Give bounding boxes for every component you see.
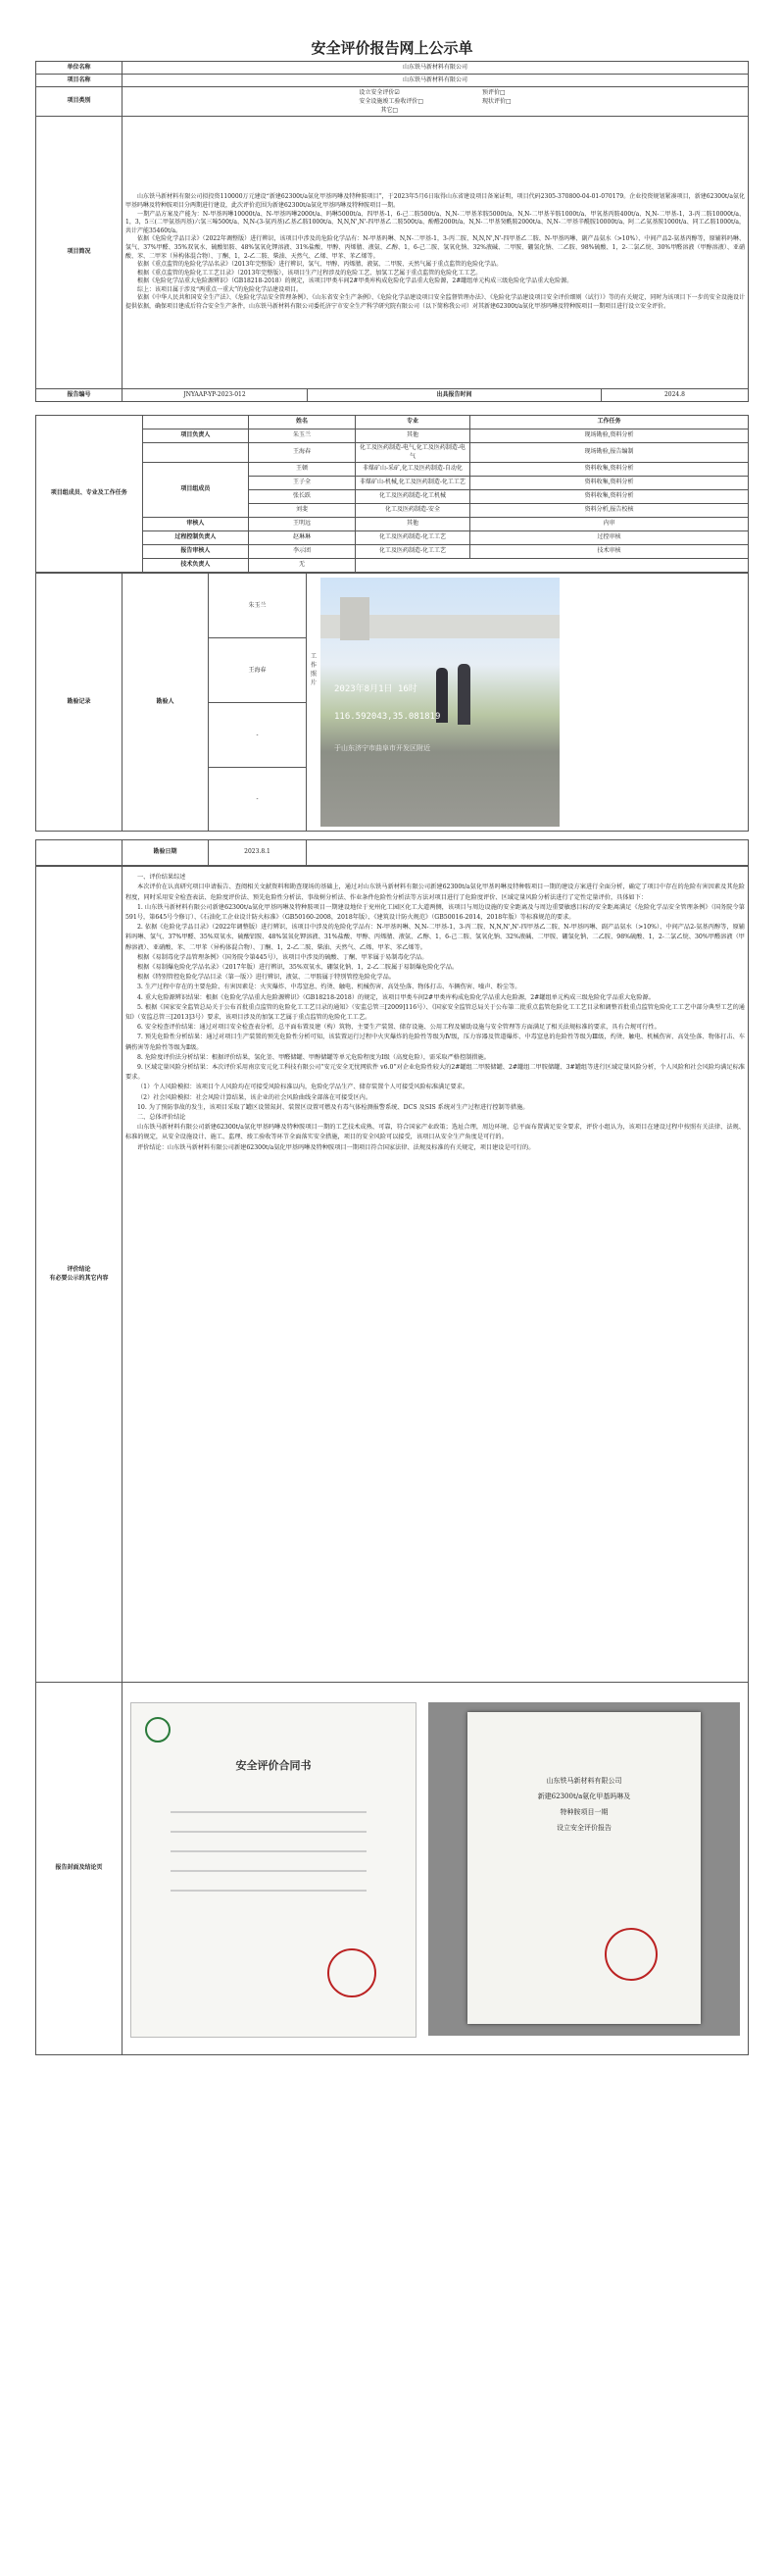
conclusion-paragraph: 根据《易制爆危险化学品名录》（2017年版）进行辨识，35%双氧水、硼氢化钠、1，2-乙二胺属于易制爆危险化学品。 bbox=[137, 964, 459, 972]
team-name: 王海春 bbox=[249, 443, 356, 463]
site-photo bbox=[320, 578, 560, 827]
person-figure bbox=[458, 664, 470, 725]
report-cover-thumbnail[interactable] bbox=[428, 1702, 740, 2036]
team-empty bbox=[355, 559, 748, 573]
team-name: 赵琳琳 bbox=[249, 531, 356, 545]
overview-paragraph: 一期产品方案及产能为：N-甲基吗啉10000t/a、N-甲基吗啉2000t/a、吗啉5000t/a、四甲基-1，6-己二胺500t/a、N,N-二甲基苯胺5000t/a、N,N-二甲基苄胺1000t/a、甲氧基丙胺400t/a、N,N-二甲基-1，3-丙二胺10000t/a、1，3，5三(二甲氨基丙基)六氢三嗪500t/a、N,N-(3-氨丙基)乙基乙胺1000t/a、N,N,N',N'-四甲基乙二胺500t/a、酚醛2000t/a、N,N-二甲基癸酰胺2000t/a、N,N-二甲基辛酰胺10000t/a、阿二乙氨基胺1000t/a、同工乙胺1000t/a，共计产能35460t/a。 bbox=[125, 210, 745, 234]
spacer bbox=[307, 840, 749, 866]
overview-paragraph: 依据《危险化学品目录》（2022年调整版）进行辨识，该项目中涉及的危险化学品有：N-甲基吗啉、N,N-二甲基-1，3-丙二胺、N,N,N',N'-四甲基乙二胺、N-甲基吗啉、副产品氨水（>10%）、中间产品2-氨基丙醇等，原辅料吗啉、氢气、37%甲醛、35%双氧水、硫酸铝胺、48%氢氧化钾溶液、31%盐酸、甲醇、丙烯腈、液氨、乙醇、1，6-己二胺、氢氧化钠、32%液碱、二甲胺、硼氢化钠、二乙胺、98%硫酸、1，2-二氯乙烷、30%甲醛溶液（甲醇溶液）、亚硝酸、苯、二甲苯（异构体混合物）、丁酮、1，2-乙二胺、柴油、天然气、乙烯、甲苯、苯乙烯等。 bbox=[125, 235, 745, 260]
team-major: 其他 bbox=[355, 429, 469, 443]
team-major: 化工及医药制造-化工机械 bbox=[355, 490, 469, 504]
conclusion-label-sub: 有必要公示的其它内容 bbox=[49, 1274, 109, 1282]
category-label: 项目类别 bbox=[36, 87, 122, 117]
unit-label: 单位名称 bbox=[36, 62, 122, 75]
survey-persons bbox=[209, 574, 307, 832]
team-task: 资料收集,资料分析 bbox=[470, 463, 749, 477]
cover-images bbox=[122, 1683, 749, 2055]
team-role: 技术负责人 bbox=[142, 559, 249, 573]
team-major: 非煤矿山-机械,化工及医药制造-化工工艺 bbox=[355, 477, 469, 490]
team-name: 张长跃 bbox=[249, 490, 356, 504]
logo-icon bbox=[145, 1717, 171, 1743]
issue-date-label: 出具报告时间 bbox=[307, 389, 601, 402]
conclusion-paragraph: （2）社会风险模拟：社会风险计算结果，该企业的社会风险曲线全部落在可接受区内。 bbox=[137, 1093, 372, 1101]
page-title: 安全评价报告网上公示单 bbox=[311, 39, 473, 57]
category-option[interactable]: 其它□ bbox=[380, 107, 398, 114]
team-label: 项目组成员、专业及工作任务 bbox=[36, 416, 143, 573]
report-no: JNYAAP-YP-2023-012 bbox=[122, 389, 308, 402]
conclusion-label-main: 评价结论 bbox=[67, 1266, 91, 1274]
category-option[interactable]: 预评价□ bbox=[482, 89, 506, 96]
photo-stamp-location: 于山东济宁市曲阜市开发区附近 bbox=[334, 744, 430, 753]
team-name: 王子全 bbox=[249, 477, 356, 490]
team-major: 其他 bbox=[355, 518, 469, 531]
seal-stamp-icon bbox=[605, 1928, 658, 1981]
team-major: 化工及医药制造-电气,化工及医药制造-电气 bbox=[355, 443, 469, 463]
survey-person: 王海春 bbox=[209, 638, 306, 703]
team-name: 无 bbox=[249, 559, 356, 573]
team-major: 非煤矿山-采矿,化工及医药制造-自动化 bbox=[355, 463, 469, 477]
team-major: 化工及医药制造-安全 bbox=[355, 504, 469, 518]
report-cover-line: 山东铁马新材料有限公司 bbox=[546, 1777, 622, 1786]
survey-photo-cell bbox=[307, 574, 749, 832]
contract-title: 安全评价合同书 bbox=[235, 1759, 312, 1773]
conclusion-paragraph: 根据《易制毒化学品管理条例》（国务院令第445号），该项目中涉及的硫酸、丁酮、甲苯属于易制毒化学品。 bbox=[137, 953, 428, 961]
team-header bbox=[142, 416, 249, 429]
report-cover-title bbox=[467, 1773, 701, 1836]
project-name: 山东铁马新材料有限公司 bbox=[122, 75, 749, 87]
team-name: 朱玉兰 bbox=[249, 429, 356, 443]
project-name-label: 项目名称 bbox=[36, 75, 122, 87]
unit-name: 山东铁马新材料有限公司 bbox=[122, 62, 749, 75]
conclusion-text bbox=[122, 867, 749, 1683]
category-option[interactable]: 安全设施竣工验收评价□ bbox=[359, 98, 423, 105]
conclusion-paragraph: 6. 安全检查评价结果：通过对项目安全检查表分析，总平面布置及建（构）筑物、主要生产装置、储存设施、公用工程及辅助设施与安全管理等方面满足了相关法规标准的要求，具有合规可行性。 bbox=[137, 1024, 661, 1032]
conclusion-paragraph: 1. 山东铁马新材料有限公司新建62300t/a氨化甲基吗啉及特种胺项目一期建设地位于兖州化工园区化工大道两侧，该项目与周边设施的安全距离及与周边重要敏感目标的安全距离满足《危险化学品安全管理条例》（国务院令第591号，第645号令修订）、《石油化工企业设计防火标准》（GB50160-2008，2018年版）、《建筑设计防火规范》（GB50016-2014，2018年版）等标准规范的要求。 bbox=[125, 903, 745, 921]
cover-label: 报告封面及结论页 bbox=[36, 1683, 122, 2055]
report-cover-line: 新建62300t/a氨化甲基吗啉及 bbox=[537, 1793, 631, 1801]
contract-thumbnail[interactable] bbox=[130, 1702, 416, 2038]
team-name: 王顿 bbox=[249, 463, 356, 477]
overview-label: 项目简况 bbox=[36, 117, 122, 389]
survey-person: 朱玉兰 bbox=[209, 574, 306, 638]
team-task: 资料分析,报告校核 bbox=[470, 504, 749, 518]
survey-label: 勘验记录 bbox=[36, 574, 122, 832]
overview-paragraph: 根据《危险化学品重大危险源辨识》（GB18218-2018）的规定，该项目甲类车间2#甲类库构成危险化学品重大危险源，2#罐组单元构成三级危险化学品重大危险源。 bbox=[137, 278, 573, 285]
team-role: 报告审核人 bbox=[142, 545, 249, 559]
team-header: 姓名 bbox=[249, 416, 356, 429]
team-header: 工作任务 bbox=[470, 416, 749, 429]
conclusion-label bbox=[36, 867, 122, 1683]
team-major: 化工及医药制造-化工工艺 bbox=[355, 545, 469, 559]
survey-person: - bbox=[209, 703, 306, 768]
team-role: 过程控制负责人 bbox=[142, 531, 249, 545]
conclusion-paragraph: 8. 危险度评价法分析结果：根据评价结果，氢化釜、甲醛储罐、甲醇储罐等单元危险程度为Ⅰ级（高度危险），需采取严格控制措施。 bbox=[137, 1053, 490, 1061]
photo-stamp-coords: 116.592043,35.081819 bbox=[334, 712, 441, 723]
team-header: 专业 bbox=[355, 416, 469, 429]
team-task: 内审 bbox=[470, 518, 749, 531]
conclusion-paragraph: 9. 区域定量风险分析结果：本次评价采用南京安元化工科技有限公司“安元安全无忧网软件 v6.0”对企业危险性较大的2#罐组二甲胺储罐、2#罐组二甲胺储罐、3#罐组等进行区域定量风险分析，个人风险和社会风险均满足标准要求。 bbox=[125, 1064, 745, 1082]
survey-date: 2023.8.1 bbox=[209, 840, 307, 866]
conclusion-table bbox=[35, 866, 749, 2055]
conclusion-paragraph: 评价结论：山东铁马新材料有限公司新建62300t/a氨化甲基吗啉及特种胺项目一期项目符合国家法律、法规及标准的有关规定，项目建设是可行的。 bbox=[137, 1143, 535, 1151]
survey-date-label: 勘验日期 bbox=[122, 840, 209, 866]
seal-stamp-icon bbox=[327, 1948, 376, 1997]
overview-paragraph: 依据《中华人民共和国安全生产法》、《危险化学品安全管理条例》、《山东省安全生产条例》、《危险化学品建设项目安全监督管理办法》、《危险化学品建设项目安全评价细则（试行）》等的有关规定，同时为该项目下一步的安全设施设计提供依据，确保项目建成后符合安全生产条件，山东铁马新材料有限公司委托济宁市安全生产科学研究院有限公司（以下简称我公司）对其新建62300t/a氨化甲基吗啉及特种胺项目一期项目进行设立安全评价。 bbox=[125, 294, 745, 311]
team-task: 现场勘验,资料分析 bbox=[470, 429, 749, 443]
survey-date-table bbox=[35, 839, 749, 866]
photo-stamp-time: 2023年8月1日 16时 bbox=[334, 684, 417, 695]
team-role bbox=[142, 443, 249, 463]
team-task: 资料收集,资料分析 bbox=[470, 490, 749, 504]
category-option[interactable]: 现状评价□ bbox=[482, 98, 512, 105]
overview-text bbox=[122, 117, 749, 389]
overview-paragraph: 依据《重点监管的危险化学品名录》（2013年完整版）进行辨识，氢气、甲醇、丙烯腈、液氨、二甲胺、天然气属于重点监管的危险化学品。 bbox=[137, 261, 503, 269]
report-cover-line: 特种胺项目一期 bbox=[560, 1808, 609, 1817]
survey-table bbox=[35, 573, 749, 832]
team-role: 项目负责人 bbox=[142, 429, 249, 443]
conclusion-paragraph: 3. 生产过程中存在的主要危险、有害因素是：火灾爆炸、中毒窒息、灼烫、触电、机械伤害、高处坠落、物体打击、车辆伤害、噪声、粉尘等。 bbox=[137, 984, 521, 991]
team-task: 技术审核 bbox=[470, 545, 749, 559]
conclusion-paragraph: 二、总体评价结论 bbox=[137, 1114, 186, 1122]
conclusion-paragraph: 5. 根据《国家安全监管总局关于公布首批重点监管的危险化工工艺目录的通知》（安监总管三[2009]116号）、《国家安全监管总局关于公布第二批重点监管危险化工工艺目录和调整首批重点监管危险化工工艺中部分典型工艺的通知》（安监总管三[2013]3号）要求，该项目涉及的加氢工艺属于重点监管的危险化工工艺。 bbox=[125, 1003, 745, 1022]
conclusion-paragraph: 2. 依据《危险化学品目录》（2022年调整版）进行辨识，该项目中涉及的危险化学品有：N-甲基吗啉、N,N-二甲基-1，3-丙二胺、N,N,N',N'-四甲基乙二胺、N-甲基吗啉、副产品氨水（>10%）、中间产品2-氨基丙醇等，原辅料吗啉、氢气、37%甲醛、35%双氧水、硫酸铝胺、48%氢氧化钾溶液、31%盐酸、甲醇、丙烯腈、液氨、乙醇、1，6-己二胺、氢氧化钠、32%液碱、二甲胺、硼氢化钠、二乙胺、98%硫酸、1，2-二氯乙烷、30%甲醛溶液（甲醇溶液）、亚硝酸、苯、二甲苯（异构体混合物）、丁酮、1，2-乙二胺、柴油、天然气、乙烯、甲苯、苯乙烯等。 bbox=[125, 924, 745, 951]
survey-person-label: 勘验人 bbox=[122, 574, 209, 832]
overview-paragraph: 综上：该项目属于涉及“两重点一重大”的危险化学品建设项目。 bbox=[137, 285, 303, 293]
info-table bbox=[35, 61, 749, 402]
conclusion-paragraph: 本次评价在认真研究项目申请报告、查阅相关文献资料和勘查现场的基础上，通过对山东铁马新材料有限公司新建62300t/a氨化甲基吗啉及特种胺项目一期的建设方案进行全面分析，确定了项目中存在的危险有害因素及其危险程度，同时采用安全检查表法、危险度评价法、预先危险性分析法、事故树分析法、作业条件危险性分析法等方法对项目进行了危险度评价、区域定量风险分析法进行了定性定量评价，具体如下： bbox=[125, 884, 745, 901]
overview-paragraph: 山东铁马新材料有限公司拟投资110000万元建设“新建62300t/a氨化甲基吗啉及特种胺项目”，于2023年5月6日取得山东省建设项目备案证明，项目代码2305-370800-04-01-070179。企业投资规划紧凑项目，新建62300t/a氨化甲基吗啉及特种胺项目分两期进行建设，此次评价范围为新建62300t/a氨化甲基吗啉及特种胺项目一期。 bbox=[125, 193, 745, 209]
report-cover-line: 设立安全评价报告 bbox=[557, 1824, 612, 1833]
overview-paragraph: 根据《重点监管的危险化工工艺目录》（2013年完整版），该项目生产过程涉及的危险工艺、加氢工艺属于重点监管的危险化工工艺。 bbox=[137, 269, 482, 277]
category-options bbox=[122, 87, 749, 117]
conclusion-paragraph: （1）个人风险模拟：该项目个人风险均在可接受风险标准以内，危险化学品生产、储存装置个人可接受风险标准满足要求。 bbox=[137, 1084, 469, 1091]
team-table bbox=[35, 415, 749, 573]
team-task: 现场勘验,报告编制 bbox=[470, 443, 749, 463]
team-task: 资料收集,资料分析 bbox=[470, 477, 749, 490]
survey-person: - bbox=[256, 795, 259, 803]
team-role: 审核人 bbox=[142, 518, 249, 531]
team-name: 李示团 bbox=[249, 545, 356, 559]
issue-date: 2024.8 bbox=[601, 389, 748, 402]
team-major: 化工及医药制造-化工工艺 bbox=[355, 531, 469, 545]
report-no-label: 报告编号 bbox=[36, 389, 122, 402]
conclusion-paragraph: 7. 预先危险性分析结果：通过对项目生产装置的预先危险性分析可知，该装置运行过程中火灾爆炸的危险性等级为Ⅳ级，压力容器及管道爆炸、中毒窒息的危险性等级为Ⅲ级，灼烫、触电、机械伤害、高处坠落、物体打击、车辆伤害等危险性等级为Ⅱ级。 bbox=[125, 1034, 745, 1051]
category-option[interactable]: 设立安全评价☑ bbox=[359, 89, 400, 96]
team-name: 王明远 bbox=[249, 518, 356, 531]
team-role: 项目组成员 bbox=[142, 463, 249, 518]
conclusion-paragraph: 4. 重大危险源辨识结果：根据《危险化学品重大危险源辨识》（GB18218-2018）的规定，该项目甲类车间2#甲类库构成危险化学品重大危险源，2#罐组单元构成三级危险化学品重大危险源。 bbox=[137, 993, 655, 1001]
conclusion-paragraph: 根据《特别管控危险化学品目录（第一版）》进行辨识，液氨、二甲胺属于特别管控危险化学品。 bbox=[137, 974, 395, 982]
conclusion-paragraph: 山东铁马新材料有限公司新建62300t/a氨化甲基吗啉及特种胺项目一期的工艺技术成熟、可靠，符合国家产业政策；选址合理，周边环境、总平面布置满足安全要求，评价小组认为，该项目在建设过程中按照有关法律、法规、标准的规定，从安全设施设计、施工、监理、竣工验收等环节全面落实安全措施，项目的安全风险可以接受，该项目从安全生产角度是可行的。 bbox=[125, 1124, 745, 1141]
team-name: 刘斐 bbox=[249, 504, 356, 518]
conclusion-paragraph: 10. 为了预防事故的发生，该项目采取了罐区设置氮封、装置区设置可燃及有毒气体检测报警系统、DCS 及SIS 系统对生产过程进行控制等措施。 bbox=[137, 1103, 529, 1111]
photo-caption: 工作照片 bbox=[311, 653, 318, 687]
conclusion-paragraph: 一、评价结果综述 bbox=[137, 874, 186, 882]
spacer bbox=[36, 840, 122, 866]
team-task: 过控审核 bbox=[470, 531, 749, 545]
